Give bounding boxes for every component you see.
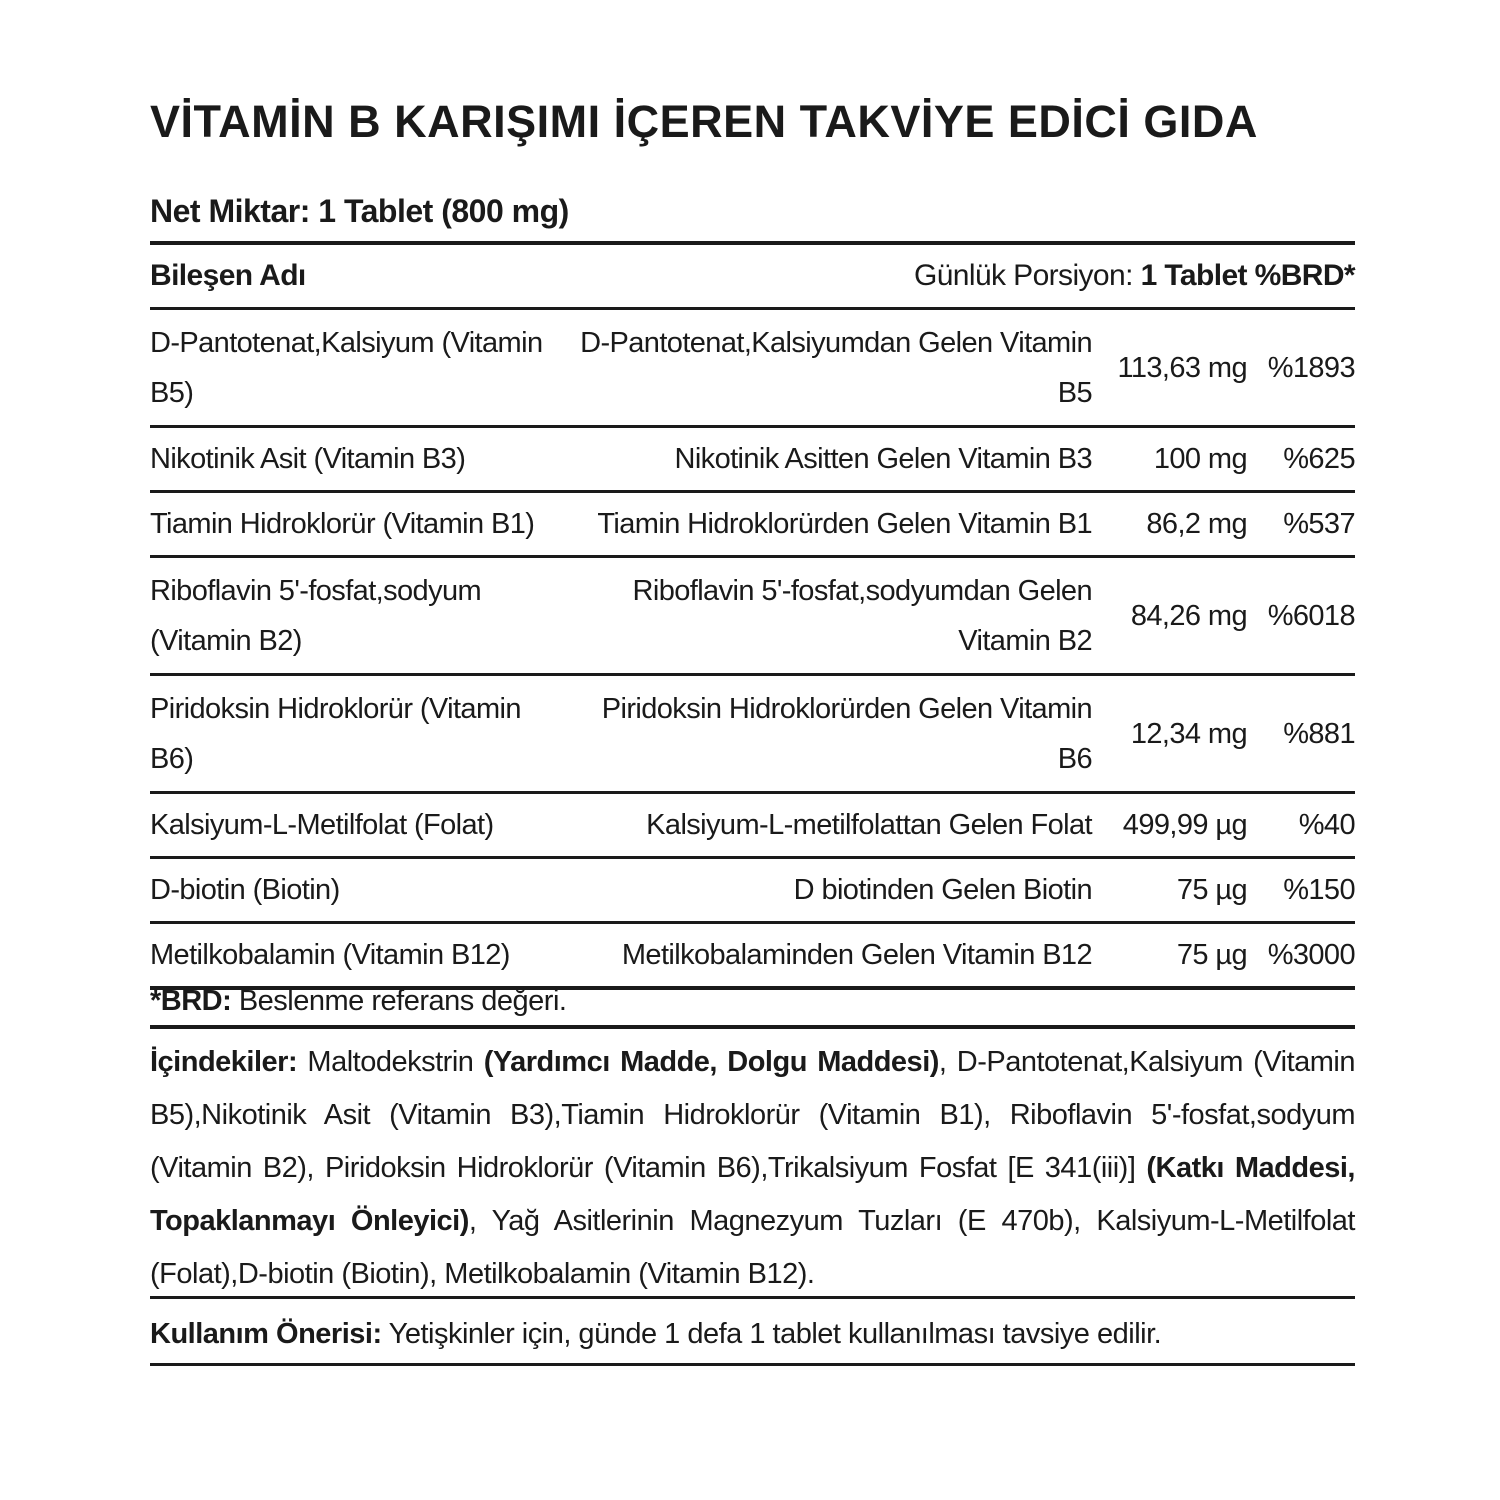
- ingredient-amount: 86,2 mg: [1146, 508, 1247, 540]
- ingredients-text: , Yağ Asitlerinin Magnezyum Tuzları (E 470b), Kalsiyum-L-Metilfolat (Folat),D-biotin (Biotin), Metilkobalamin (Vitamin B12).: [150, 1205, 1355, 1290]
- divider: [150, 1025, 1355, 1029]
- table-row: [150, 558, 1355, 673]
- ingredient-amount: 12,34 mg: [1130, 717, 1247, 750]
- usage: [150, 1308, 1355, 1361]
- usage-label: Kullanım Önerisi:: [150, 1318, 382, 1350]
- divider: [150, 1296, 1355, 1299]
- footnote-label: *BRD:: [150, 985, 232, 1017]
- table-row: [150, 676, 1355, 791]
- ingredients-text: Maltodekstrin: [297, 1046, 484, 1078]
- header-component: Bileşen Adı: [150, 259, 306, 292]
- ingredient-source: Nikotinik Asitten Gelen Vitamin B3: [674, 443, 1092, 475]
- header-portion: [914, 251, 1355, 301]
- usage-text: Yetişkinler için, günde 1 defa 1 tablet kullanılması tavsiye edilir.: [381, 1318, 1162, 1350]
- ingredient-source: Tiamin Hidroklorürden Gelen Vitamin B1: [597, 508, 1092, 540]
- nutrition-table: [150, 241, 1355, 990]
- ingredient-source: Kalsiyum-L-metilfolattan Gelen Folat: [646, 809, 1092, 841]
- footnote-text: Beslenme referans değeri.: [231, 985, 567, 1017]
- table-row: [150, 493, 1355, 555]
- ingredient-source: D-Pantotenat,Kalsiyumdan Gelen Vitamin B5: [580, 326, 1092, 409]
- ingredient-brd: %6018: [1267, 599, 1355, 632]
- ingredient-brd: %1893: [1267, 351, 1355, 384]
- ingredient-amount: 100 mg: [1153, 443, 1247, 475]
- ingredient-amount: 75 µg: [1176, 939, 1247, 971]
- ingredient-source: D biotinden Gelen Biotin: [793, 874, 1092, 906]
- ingredient-source: Piridoksin Hidroklorürden Gelen Vitamin B6: [601, 692, 1092, 775]
- table-row: [150, 859, 1355, 921]
- ingredients: [150, 1036, 1355, 1301]
- ingredient-brd: %537: [1283, 508, 1355, 540]
- page-title: VİTAMİN B KARIŞIMI İÇEREN TAKVİYE EDİCİ GIDA: [150, 96, 1258, 147]
- ingredient-name: Tiamin Hidroklorür (Vitamin B1): [150, 508, 535, 540]
- ingredient-amount: 75 µg: [1176, 874, 1247, 906]
- ingredient-brd: %40: [1298, 809, 1355, 841]
- ingredient-name: Kalsiyum-L-Metilfolat (Folat): [150, 809, 494, 841]
- ingredient-brd: %150: [1283, 874, 1355, 906]
- ingredient-amount: 499,99 µg: [1122, 809, 1247, 841]
- ingredient-amount: 84,26 mg: [1130, 599, 1247, 632]
- table-row: [150, 794, 1355, 856]
- table-row: [150, 428, 1355, 490]
- ingredient-name: D-biotin (Biotin): [150, 874, 340, 906]
- table-row: [150, 310, 1355, 425]
- ingredient-amount: 113,63 mg: [1117, 351, 1247, 384]
- ingredient-name: Metilkobalamin (Vitamin B12): [150, 939, 510, 971]
- ingredient-name: Nikotinik Asit (Vitamin B3): [150, 443, 466, 475]
- ingredient-name: Riboflavin 5'-fosfat,sodyum (Vitamin B2): [150, 574, 482, 657]
- ingredient-name: D-Pantotenat,Kalsiyum (Vitamin B5): [150, 326, 543, 409]
- ingredients-label: İçindekiler:: [150, 1046, 298, 1078]
- net-amount: Net Miktar: 1 Tablet (800 mg): [150, 193, 569, 229]
- divider: [150, 1363, 1355, 1366]
- portion-value: 1 Tablet %BRD*: [1140, 259, 1355, 292]
- table-header: [150, 245, 1355, 307]
- ingredients-bold: (Yardımcı Madde, Dolgu Maddesi): [483, 1046, 939, 1078]
- ingredients-text: , D-Pantotenat,Kalsiyum (Vitamin B5),Nikotinik Asit (Vitamin B3),Tiamin Hidroklorür (Vitamin B1), Riboflavin 5'-fosfat,sodyum (Vitamin B2), Piridoksin Hidroklorür (Vitamin B6),Trikalsiyum Fosfat [E 341(iii)]: [150, 1046, 1355, 1184]
- ingredient-brd: %3000: [1267, 939, 1355, 971]
- ingredients-bold: (Katkı Maddesi, Topaklanmayı Önleyici): [150, 1152, 1355, 1237]
- footnote: [150, 975, 1355, 1028]
- ingredient-name: Piridoksin Hidroklorür (Vitamin B6): [150, 692, 521, 775]
- ingredient-source: Riboflavin 5'-fosfat,sodyumdan Gelen Vitamin B2: [632, 574, 1092, 657]
- ingredient-source: Metilkobalaminden Gelen Vitamin B12: [621, 939, 1092, 971]
- ingredient-brd: %881: [1283, 717, 1355, 750]
- ingredient-brd: %625: [1283, 443, 1355, 475]
- portion-label: Günlük Porsiyon:: [913, 259, 1133, 292]
